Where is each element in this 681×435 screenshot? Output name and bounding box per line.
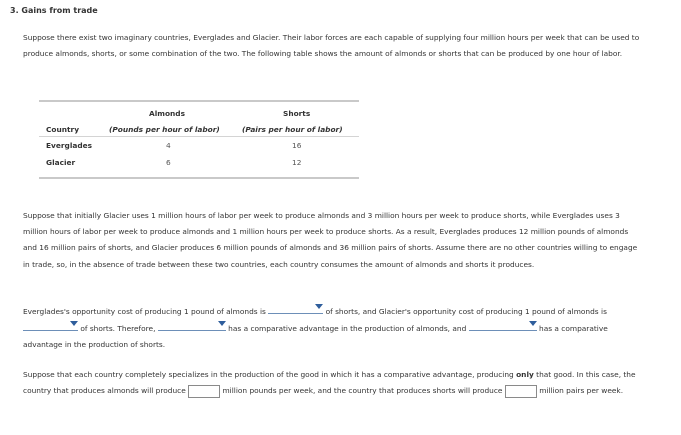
scenario-paragraph: Suppose that initially Glacier uses 1 million hours of labor per week to produce almonds and 3 million hours per week to produce shorts, while Everglades uses 3 million hours of labor per week to produce almonds and 1 million hours per week to produce shorts. As a result, Everglades produces 12 million pounds of almonds and 16 million pairs of shorts, and Glacier produces 6 million pounds of almonds and 36 million pairs of shorts. Assume there are no other countries willing to engage in trade, so, in the absence of trade between these two countries, each country consumes the amount of almonds and shorts it produces. [23, 211, 638, 269]
question-title: 3. Gains from trade [10, 6, 98, 15]
almonds-quantity-input[interactable] [188, 385, 220, 398]
row-country-everglades: Everglades [46, 141, 93, 150]
cell-glacier-shorts: 12 [292, 158, 302, 167]
header-almonds: Almonds [149, 109, 185, 118]
shorts-advantage-country-dropdown[interactable] [469, 320, 537, 331]
unit-almonds: (Pounds per hour of labor) [109, 125, 220, 134]
q1-text-5: has a comparative advantage in the production of shorts. [23, 324, 608, 350]
cell-glacier-almonds: 6 [166, 158, 171, 167]
specialization-question [23, 367, 643, 399]
shorts-quantity-input[interactable] [505, 385, 537, 398]
table-divider [39, 136, 359, 137]
q1-text-2: of shorts, and Glacier's opportunity cost of producing 1 pound of almonds is [325, 307, 607, 316]
q2-emphasis: only [516, 370, 534, 379]
almonds-advantage-country-dropdown[interactable] [158, 320, 226, 331]
chevron-down-icon [529, 321, 537, 326]
row-country-glacier: Glacier [46, 158, 76, 167]
table-top-border [39, 100, 359, 102]
everglades-opportunity-cost-dropdown[interactable] [268, 303, 323, 314]
header-country: Country [46, 125, 80, 134]
q2-text-2: that good. In this case, the country that produces almonds will produce [23, 370, 636, 396]
chevron-down-icon [218, 321, 226, 326]
glacier-opportunity-cost-dropdown[interactable] [23, 320, 78, 331]
q1-text-3: of shorts. Therefore, [80, 324, 156, 334]
unit-shorts: (Pairs per hour of labor) [242, 125, 343, 134]
q1-text-1: Everglades's opportunity cost of producing 1 pound of almonds is [23, 307, 266, 316]
opportunity-cost-question [23, 303, 643, 354]
cell-everglades-almonds: 4 [166, 141, 171, 150]
header-shorts: Shorts [283, 109, 311, 118]
cell-everglades-shorts: 16 [292, 141, 302, 150]
table-bottom-border [39, 177, 359, 179]
q2-text-3: million pounds per week, and the country that produces shorts will produce [222, 386, 503, 396]
chevron-down-icon [70, 321, 78, 326]
chevron-down-icon [315, 304, 323, 309]
q2-text-1: Suppose that each country completely specializes in the production of the good in which it has a comparative advantage, producing [23, 370, 514, 379]
q2-text-4: million pairs per week. [539, 386, 624, 396]
intro-paragraph: Suppose there exist two imaginary countries, Everglades and Glacier. Their labor forces are each capable of supplying four million hours per week that can be used to produce almonds, shorts, or some combination of the two. The following table shows the amount of almonds or shorts that can be produced by one hour of labor. [23, 33, 640, 59]
q1-text-4: has a comparative advantage in the production of almonds, and [228, 324, 467, 334]
